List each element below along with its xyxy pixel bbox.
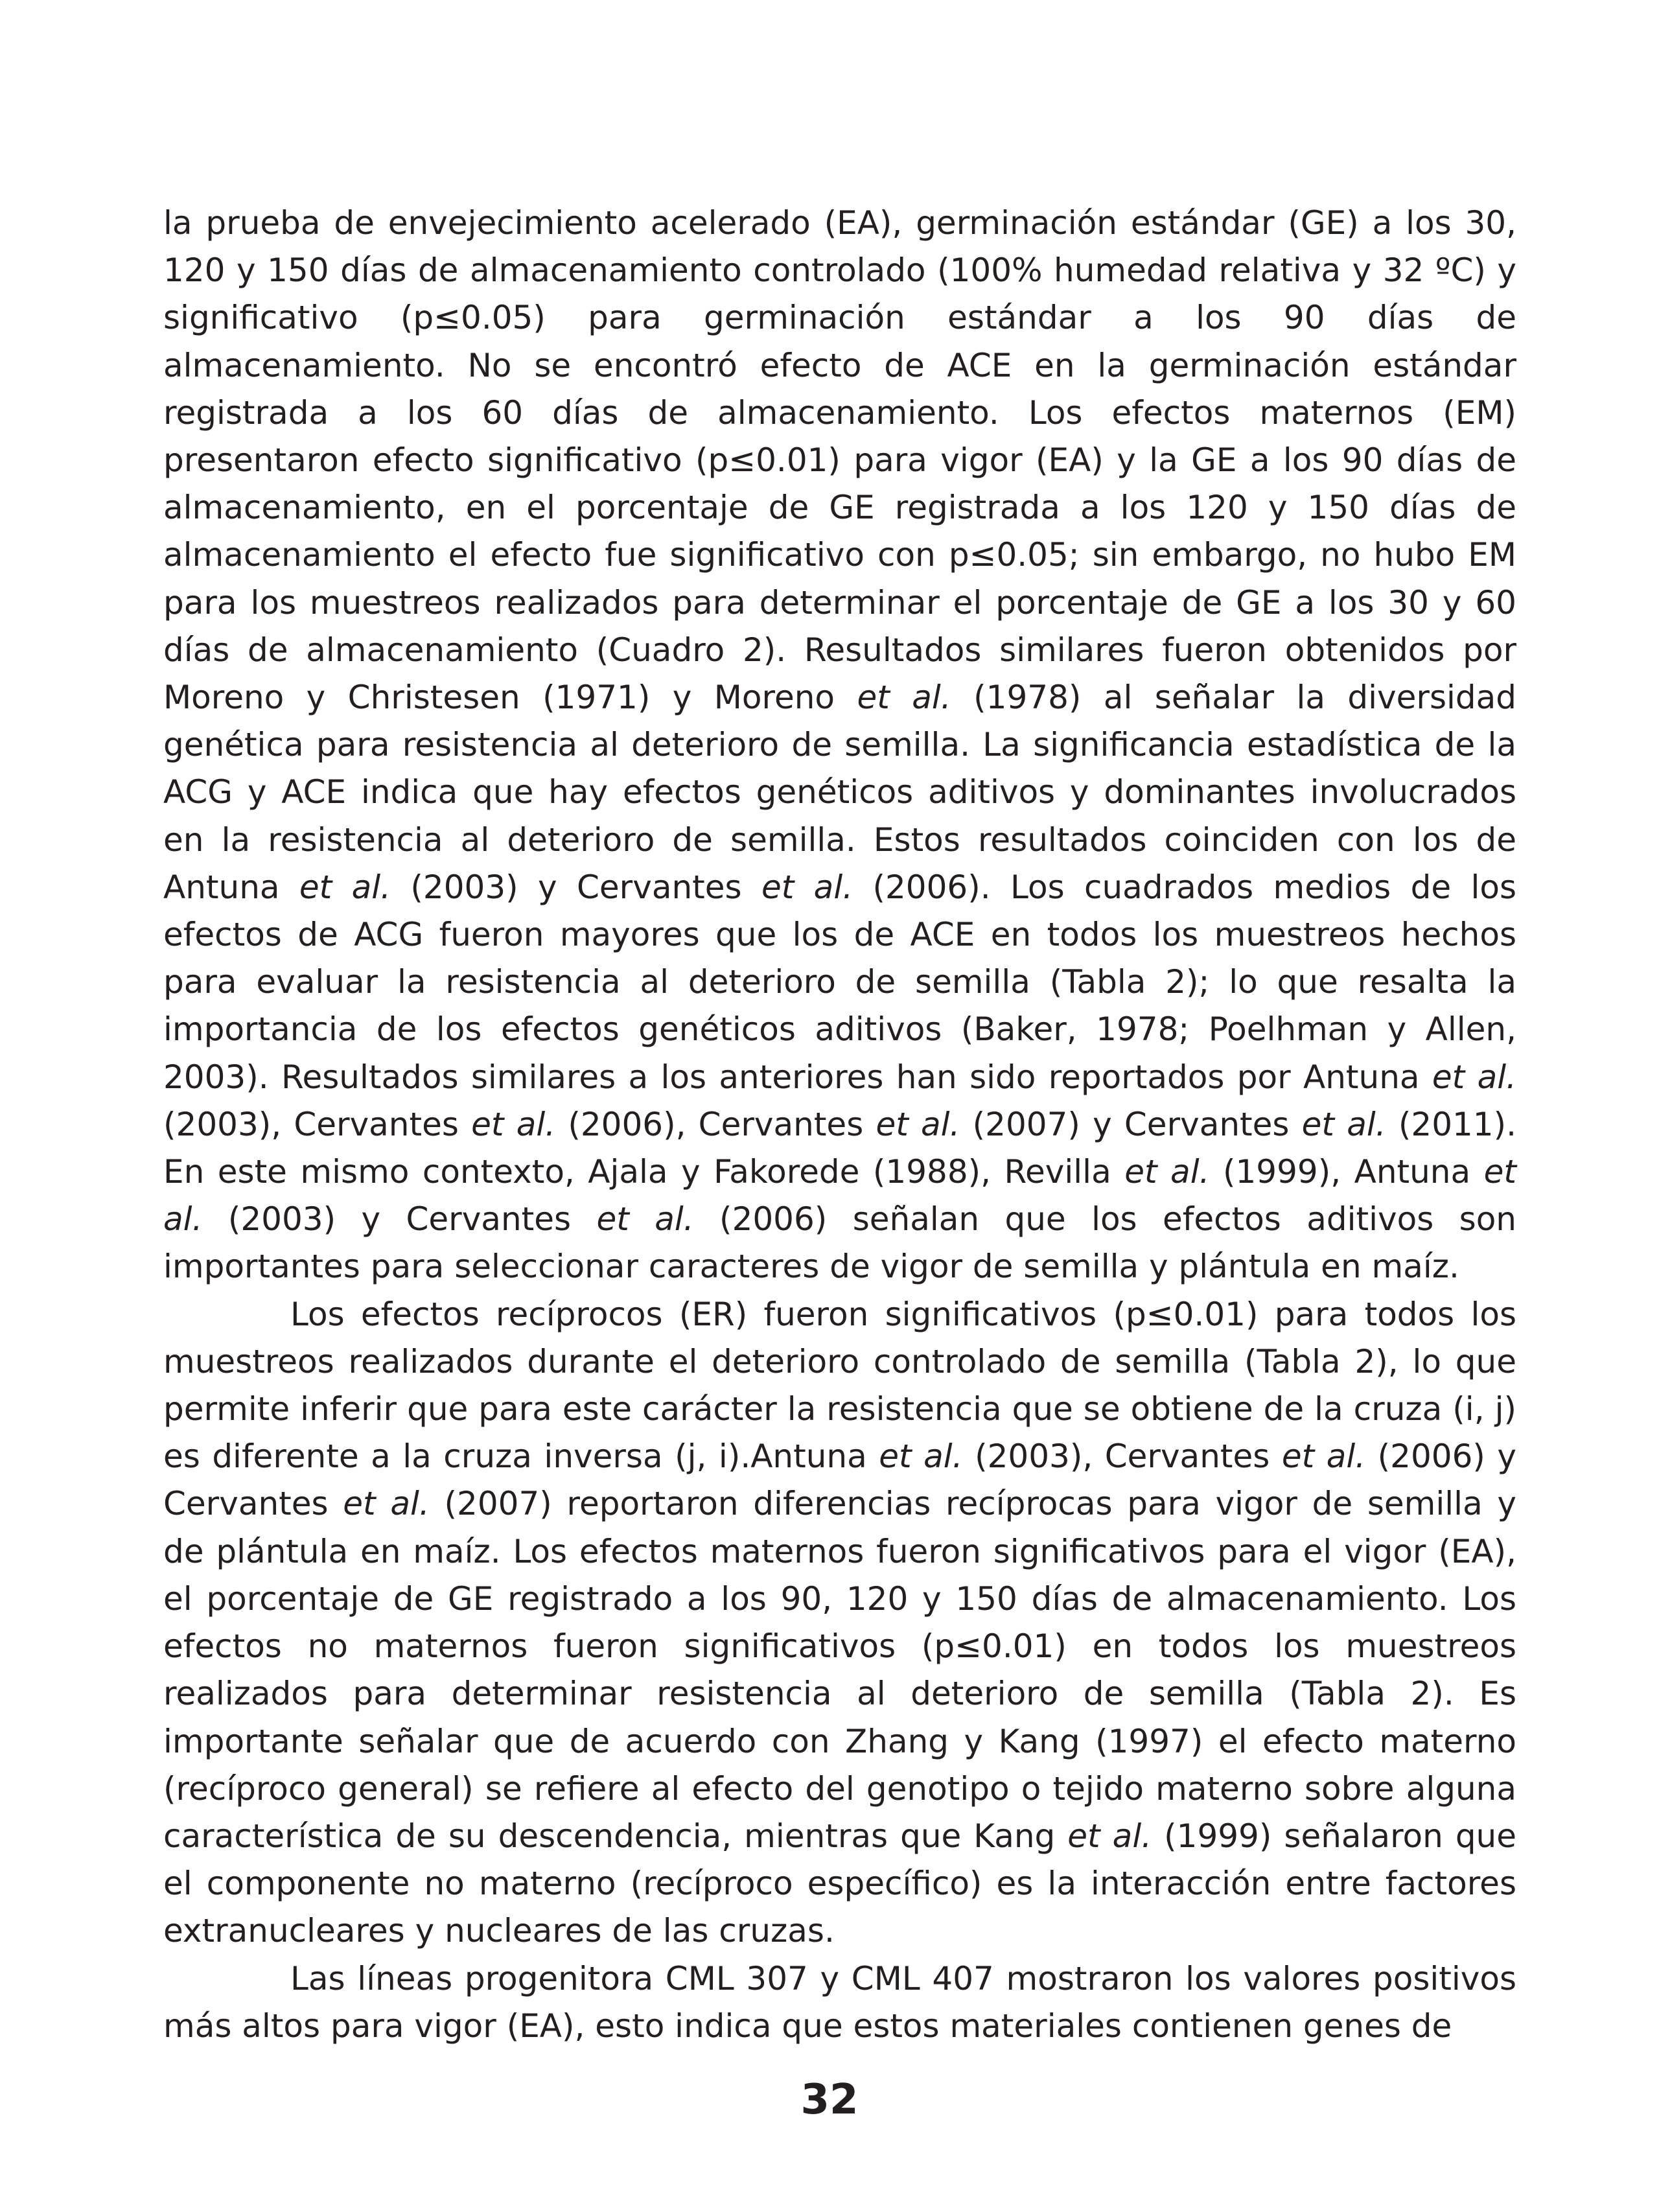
citation-et-al: et al. xyxy=(879,1438,963,1476)
text-run: (2007) reportaron diferencias recíprocas para vigor de semilla y de plántula en maíz. Los efectos maternos fueron significativos para el vigor (EA), el porcentaje de GE registrado a los 90, 120 y 150 días de almacenamiento. Los efectos no maternos fueron significativos (p≤0.01) en todos los muestreos realizados para determinar resistencia al deterioro de semilla (Tabla 2). Es importante señalar que de acuerdo con Zhang y Kang (1997) el efecto materno (recíproco general) se refiere al efecto del genotipo o tejido materno sobre alguna característica de su descendencia, mientras que Kang xyxy=(163,1485,1517,1855)
citation-et-al: et al. xyxy=(1281,1438,1366,1476)
text-run: (1999), Antuna xyxy=(1209,1153,1484,1191)
text-run: (2006) y Cervantes xyxy=(163,1438,1517,1523)
text-run: la prueba de envejecimiento acelerado (EA), germinación estándar (GE) a los 30, 120 y 150 días de almacenamiento controlado (100% humedad relativa y 32 ºC) y significativo (p≤0.05) para germinación estándar a los 90 días de almacenamiento. No se encontró efecto de ACE en la germinación estándar registrada a los 60 días de almacenamiento. Los efectos maternos (EM) presentaron efecto significativo (p≤0.01) para vigor (EA) y la GE a los 90 días de almacenamiento, en el porcentaje de GE registrada a los 120 y 150 días de almacenamiento el efecto fue significativo con p≤0.05; sin embargo, no hubo EM para los muestreos realizados para determinar el porcentaje de GE a los 30 y 60 días de almacenamiento (Cuadro 2). Resultados similares fueron obtenidos por Moreno y Christesen (1971) y Moreno xyxy=(163,204,1516,717)
paragraph-2 xyxy=(163,1291,1516,1955)
text-run: (2003), Cervantes xyxy=(163,1105,472,1143)
citation-et-al: et al. xyxy=(1432,1058,1517,1096)
text-run: (2003) y Cervantes xyxy=(391,868,761,906)
paragraph-1 xyxy=(163,200,1516,1291)
citation-et-al: et al. xyxy=(1301,1105,1386,1143)
citation-et-al: et al. xyxy=(163,1153,1516,1239)
citation-et-al: et al. xyxy=(761,868,853,906)
text-run: (2003) y Cervantes xyxy=(202,1200,597,1239)
body-text xyxy=(163,200,1516,2050)
citation-et-al: et al. xyxy=(299,868,391,906)
paragraph-3 xyxy=(163,1955,1516,2050)
citation-et-al: et al. xyxy=(343,1485,430,1523)
text-run: (2006). Los cuadrados medios de los efectos de ACG fueron mayores que los de ACE en todos los muestreos hechos para evaluar la resistencia al deterioro de semilla (Tabla 2); lo que resalta la importancia de los efectos genéticos aditivos (Baker, 1978; Poelhman y Allen, 2003). Resultados similares a los anteriores han sido reportados por Antuna xyxy=(163,868,1517,1096)
text-run: (2003), Cervantes xyxy=(962,1438,1282,1476)
page-number: 32 xyxy=(800,2076,859,2124)
text-run: (2006) señalan que los efectos aditivos son importantes para seleccionar caracteres de vigor de semilla y plántula en maíz. xyxy=(163,1200,1516,1286)
text-run: (1978) al señalar la diversidad genética para resistencia al deterioro de semilla. La significancia estadística de la ACG y ACE indica que hay efectos genéticos aditivos y dominantes involucrados en la resistencia al deterioro de semilla. Estos resultados coinciden con los de Antuna xyxy=(163,679,1517,906)
text-run: (1999) señalaron que el componente no materno (recíproco específico) es la interacción entre factores extranucleares y nucleares de las cruzas. xyxy=(163,1817,1517,1950)
text-run: (2006), Cervantes xyxy=(555,1105,876,1143)
citation-et-al: et al. xyxy=(876,1105,960,1143)
text-run: (2011). En este mismo contexto, Ajala y Fakorede (1988), Revilla xyxy=(163,1105,1517,1191)
citation-et-al: et al. xyxy=(471,1105,556,1143)
text-run: Las líneas progenitora CML 307 y CML 407 mostraron los valores positivos más altos para vigor (EA), esto indica que estos materiales contienen genes de xyxy=(163,1959,1516,2045)
citation-et-al: et al. xyxy=(1124,1153,1210,1191)
citation-et-al: et al. xyxy=(1067,1817,1152,1855)
citation-et-al: et al. xyxy=(857,679,951,717)
text-run: Los efectos recíprocos (ER) fueron significativos (p≤0.01) para todos los muestreos realizados durante el deterioro controlado de semilla (Tabla 2), lo que permite inferir que para este carácter la resistencia que se obtiene de la cruza (i, j) es diferente a la cruza inversa (j, i).Antuna xyxy=(163,1295,1516,1476)
text-run: (2007) y Cervantes xyxy=(960,1105,1302,1143)
citation-et-al: et al. xyxy=(596,1200,694,1239)
